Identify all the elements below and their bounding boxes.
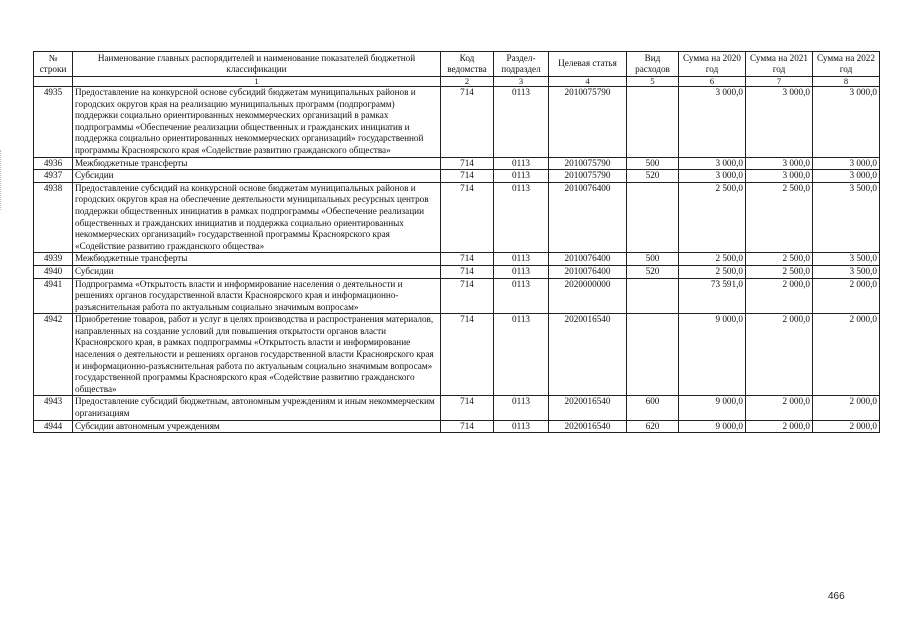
column-number [34, 77, 73, 87]
header-target: Целевая статья [549, 52, 627, 77]
row-sum-2022: 3 500,0 [813, 253, 880, 266]
column-number: 3 [494, 77, 549, 87]
row-sum-2020: 3 000,0 [679, 170, 746, 183]
row-target: 2010075790 [549, 170, 627, 183]
row-number: 4942 [34, 314, 73, 396]
header-row [34, 52, 880, 77]
column-number: 8 [813, 77, 880, 87]
row-name: Предоставление субсидий на конкурсной основе бюджетам муниципальных районов и городских округов края на обеспечение деятельности муниципальных ресурсных центров поддержки общественных инициатив в рамках подпрограммы «Обеспечение реализации общественных и гражданских инициатив и поддержка социально ориентированных некоммерческих организаций» государственной программы Красноярского края «Содействие развитию гражданского общества» [73, 182, 441, 253]
row-sum-2021: 2 000,0 [746, 278, 813, 314]
table-row [34, 420, 880, 433]
row-sum-2021: 2 500,0 [746, 253, 813, 266]
row-dept-code: 714 [441, 170, 494, 183]
row-section: 0113 [494, 87, 549, 158]
row-expense-type: 520 [627, 265, 679, 278]
row-section: 0113 [494, 157, 549, 170]
row-target: 2020016540 [549, 396, 627, 420]
row-sum-2022: 3 000,0 [813, 157, 880, 170]
column-number: 6 [679, 77, 746, 87]
row-number: 4944 [34, 420, 73, 433]
table-row [34, 265, 880, 278]
row-expense-type: 520 [627, 170, 679, 183]
row-expense-type [627, 182, 679, 253]
row-name: Межбюджетные трансферты [73, 253, 441, 266]
row-expense-type: 620 [627, 420, 679, 433]
row-target: 2020016540 [549, 420, 627, 433]
column-number: 7 [746, 77, 813, 87]
table-row [34, 253, 880, 266]
row-number: 4943 [34, 396, 73, 420]
row-expense-type: 600 [627, 396, 679, 420]
row-sum-2020: 73 591,0 [679, 278, 746, 314]
row-sum-2020: 2 500,0 [679, 253, 746, 266]
header-sum-2022: Сумма на 2022 год [813, 52, 880, 77]
row-name: Межбюджетные трансферты [73, 157, 441, 170]
row-sum-2022: 3 500,0 [813, 182, 880, 253]
column-number-row [34, 77, 880, 87]
page-number: 466 [828, 591, 845, 602]
row-target: 2010075790 [549, 157, 627, 170]
row-sum-2021: 2 000,0 [746, 420, 813, 433]
row-expense-type [627, 87, 679, 158]
row-number: 4941 [34, 278, 73, 314]
row-expense-type: 500 [627, 157, 679, 170]
table-row [34, 182, 880, 253]
header-sum-2021: Сумма на 2021 год [746, 52, 813, 77]
table-row [34, 278, 880, 314]
row-name: Субсидии автономным учреждениям [73, 420, 441, 433]
row-number: 4938 [34, 182, 73, 253]
table-row [34, 314, 880, 396]
budget-sheet [33, 51, 879, 433]
row-section: 0113 [494, 170, 549, 183]
row-sum-2022: 2 000,0 [813, 396, 880, 420]
row-sum-2020: 9 000,0 [679, 420, 746, 433]
header-name: Наименование главных распорядителей и наименование показателей бюджетной классификации [73, 52, 441, 77]
row-dept-code: 714 [441, 396, 494, 420]
row-number: 4936 [34, 157, 73, 170]
row-sum-2021: 3 000,0 [746, 157, 813, 170]
row-expense-type: 500 [627, 253, 679, 266]
row-sum-2020: 3 000,0 [679, 87, 746, 158]
row-target: 2010076400 [549, 253, 627, 266]
header-sum-2020: Сумма на 2020 год [679, 52, 746, 77]
row-target: 2010076400 [549, 265, 627, 278]
row-sum-2020: 9 000,0 [679, 396, 746, 420]
table-row [34, 87, 880, 158]
table-row [34, 157, 880, 170]
row-section: 0113 [494, 278, 549, 314]
row-sum-2021: 2 000,0 [746, 396, 813, 420]
row-name: Предоставление субсидий бюджетным, автономным учреждениям и иным некоммерческим организациям [73, 396, 441, 420]
row-sum-2022: 3 000,0 [813, 170, 880, 183]
table-row [34, 396, 880, 420]
row-sum-2020: 9 000,0 [679, 314, 746, 396]
row-dept-code: 714 [441, 157, 494, 170]
row-sum-2020: 3 000,0 [679, 157, 746, 170]
row-dept-code: 714 [441, 87, 494, 158]
row-sum-2021: 3 000,0 [746, 87, 813, 158]
column-number: 5 [627, 77, 679, 87]
row-sum-2022: 2 000,0 [813, 314, 880, 396]
row-dept-code: 714 [441, 182, 494, 253]
row-name: Субсидии [73, 265, 441, 278]
row-section: 0113 [494, 265, 549, 278]
row-sum-2020: 2 500,0 [679, 265, 746, 278]
row-dept-code: 714 [441, 278, 494, 314]
row-section: 0113 [494, 420, 549, 433]
row-name: Подпрограмма «Открытость власти и информирование населения о деятельности и решениях органов государственной власти Красноярского края и информационно-разъяснительная работа по актуальным социально значимым вопросам» [73, 278, 441, 314]
row-target: 2020016540 [549, 314, 627, 396]
column-number: 1 [73, 77, 441, 87]
table-body [34, 87, 880, 433]
row-dept-code: 714 [441, 420, 494, 433]
row-number: 4935 [34, 87, 73, 158]
row-sum-2022: 2 000,0 [813, 420, 880, 433]
column-number: 4 [549, 77, 627, 87]
row-dept-code: 714 [441, 253, 494, 266]
budget-table [33, 51, 880, 433]
row-section: 0113 [494, 314, 549, 396]
row-sum-2021: 2 000,0 [746, 314, 813, 396]
row-dept-code: 714 [441, 265, 494, 278]
header-dept-code: Код ведомства [441, 52, 494, 77]
row-name: Субсидии [73, 170, 441, 183]
row-dept-code: 714 [441, 314, 494, 396]
row-sum-2021: 2 500,0 [746, 265, 813, 278]
column-number: 2 [441, 77, 494, 87]
header-section: Раздел-подраздел [494, 52, 549, 77]
row-expense-type [627, 314, 679, 396]
row-target: 2010075790 [549, 87, 627, 158]
row-sum-2022: 3 000,0 [813, 87, 880, 158]
header-expense-type: Вид расходов [627, 52, 679, 77]
row-section: 0113 [494, 253, 549, 266]
row-target: 2010076400 [549, 182, 627, 253]
row-section: 0113 [494, 396, 549, 420]
row-number: 4940 [34, 265, 73, 278]
row-expense-type [627, 278, 679, 314]
row-sum-2021: 3 000,0 [746, 170, 813, 183]
row-section: 0113 [494, 182, 549, 253]
row-sum-2022: 3 500,0 [813, 265, 880, 278]
row-name: Предоставление на конкурсной основе субсидий бюджетам муниципальных районов и городских округов края на реализацию муниципальных программ (подпрограмм) поддержки социально ориентированных некоммерческих организаций в рамках подпрограммы «Обеспечение реализации общественных и гражданских инициатив и поддержка социально ориентированных некоммерческих организаций» государственной программы Красноярского края «Содействие развитию гражданского общества» [73, 87, 441, 158]
row-number: 4939 [34, 253, 73, 266]
row-target: 2020000000 [549, 278, 627, 314]
row-sum-2022: 2 000,0 [813, 278, 880, 314]
row-sum-2021: 2 500,0 [746, 182, 813, 253]
margin-marks [0, 150, 5, 210]
row-name: Приобретение товаров, работ и услуг в целях производства и распространения материалов, направленных на создание условий для повышения открытости органов власти Красноярского края, в рамках подпрограммы «Открытость власти и информирование населения о деятельности и решениях органов государственной власти Красноярского края и информационно-разъяснительная работа по актуальным социально значимым вопросам» государственной программы Красноярского края «Содействие развитию гражданского общества» [73, 314, 441, 396]
table-row [34, 170, 880, 183]
row-number: 4937 [34, 170, 73, 183]
row-sum-2020: 2 500,0 [679, 182, 746, 253]
header-row-no: № строки [34, 52, 73, 77]
